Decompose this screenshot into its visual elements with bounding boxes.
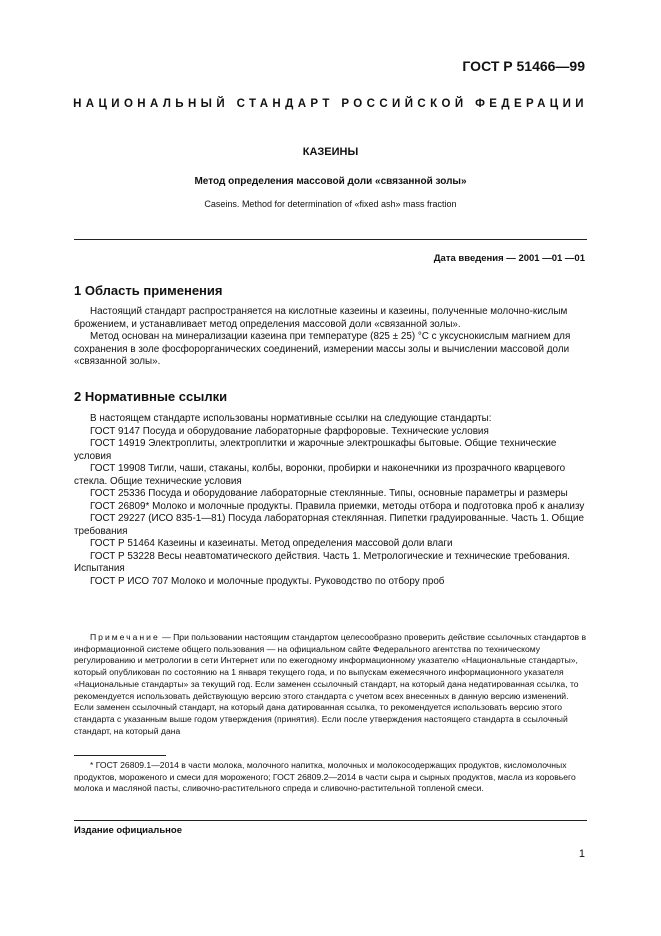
note (74, 632, 587, 737)
reference-item: ГОСТ 29227 (ИСО 835-1—81) Посуда лабораторная стеклянная. Пипетки градуированные. Часть 1. Общие требования (74, 513, 584, 537)
reference-item: ГОСТ Р 51464 Казеины и казеинаты. Метод определения массовой доли влаги (90, 538, 453, 549)
reference-item: ГОСТ 26809* Молоко и молочные продукты. Правила приемки, методы отбора и подготовка проб к анализу (90, 500, 585, 512)
page-number: 1 (578, 848, 585, 860)
official-edition-label: Издание официальное (74, 825, 182, 836)
reference-item: ГОСТ 19908 Тигли, чаши, стаканы, колбы, воронки, пробирки и наконечники из прозрачного кварцевого стекла. Общие технические условия (74, 463, 566, 487)
bottom-divider (74, 820, 587, 821)
footnote-text: * ГОСТ 26809.1—2014 в части молока, молочного напитка, молочных и молокосодержащих продуктов, кисломолочных продуктов, мороженого и смеси для мороженого; ГОСТ 26809.2—2014 в части сыра и сырных продуктов, масла из коровьего молока и масляной пасты, сливочно-растительного спреда и сливочно-растительной топленой смеси. (74, 760, 576, 794)
national-standard-heading: НАЦИОНАЛЬНЫЙ СТАНДАРТ РОССИЙСКОЙ ФЕДЕРАЦИИ (73, 98, 588, 110)
reference-item: ГОСТ 14919 Электроплиты, электроплитки и жарочные электрошкафы бытовые. Общие технические условия (74, 438, 557, 462)
references-intro: В настоящем стандарте использованы нормативные ссылки на следующие стандарты: (90, 413, 492, 424)
top-divider (74, 239, 587, 240)
paragraph: Метод основан на минерализации казеина при температуре (825 ± 25) °С с уксуснокислым магнием для сохранения в золе фосфорорганических соединений, измерении массы золы и вычислении массовой доли «связанной золы». (74, 331, 571, 367)
note-paragraph (74, 632, 587, 737)
document-subtitle: Метод определения массовой доли «связанной золы» (194, 176, 467, 187)
section-2-heading: 2 Нормативные ссылки (74, 389, 228, 404)
footnote (74, 760, 587, 795)
reference-item: ГОСТ Р 53228 Весы неавтоматического действия. Часть 1. Метрологические и технические требования. Испытания (74, 550, 570, 574)
reference-item: ГОСТ 25336 Посуда и оборудование лабораторные стеклянные. Типы, основные параметры и размеры (90, 488, 568, 499)
paragraph: Настоящий стандарт распространяется на кислотные казеины и казеины, полученные молочно-кислым брожением, и устанавливает метод определения массовой доли «связанной золы». (74, 306, 568, 330)
footnote-divider (74, 755, 166, 756)
document-number: ГОСТ Р 51466—99 (462, 58, 585, 74)
reference-item: ГОСТ Р ИСО 707 Молоко и молочные продукты. Руководство по отбору проб (90, 575, 445, 587)
reference-item: ГОСТ 9147 Посуда и оборудование лабораторные фарфоровые. Технические условия (90, 425, 489, 437)
note-label: Примечание (90, 632, 160, 642)
english-title: Caseins. Method for determination of «fixed ash» mass fraction (204, 199, 457, 209)
introduction-date: Дата введения — 2001 —01 —01 (433, 253, 585, 264)
document-title: КАЗЕИНЫ (302, 146, 359, 158)
section-2-body (74, 413, 587, 588)
section-1-heading: 1 Область применения (74, 283, 223, 298)
section-1-body (74, 306, 587, 369)
note-text: — При пользовании настоящим стандартом целесообразно проверить действие ссылочных стандартов в информационной системе общего пользования — на официальном сайте Федерального агентства по техническому регулированию и метрологии в сети Интернет или по ежегодному информационному указателю «Национальные стандарты», который опубликован по состоянию на 1 января текущего года, и по выпускам ежемесячного информационного указателя «Национальные стандарты» за текущий год. Если заменен ссылочный стандарт, на который дана недатированная ссылка, то рекомендуется использовать действующую версию этого стандарта с учетом всех внесенных в данную версию изменений. Если заменен ссылочный стандарт, на который дана датированная ссылка, то рекомендуется использовать версию этого стандарта с указанным выше годом утверждения (принятия). Если после утверждения настоящего стандарта в ссылочный стандарт, на который дана (74, 632, 587, 736)
